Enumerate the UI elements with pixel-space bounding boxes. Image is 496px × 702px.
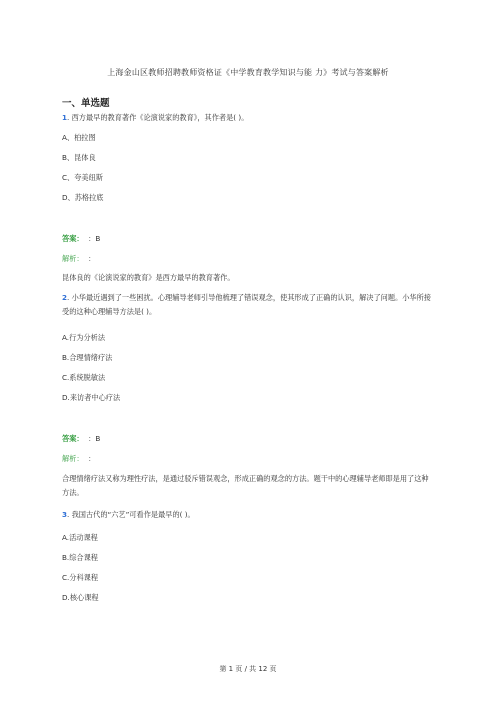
analysis-label: 解析： bbox=[62, 454, 84, 463]
analysis-row bbox=[62, 254, 95, 264]
option-c: C.系统脱敏法 bbox=[62, 373, 106, 382]
answer-value: ：B bbox=[88, 434, 101, 443]
option-d: D.核心课程 bbox=[62, 593, 99, 602]
question-number: 1 bbox=[62, 113, 68, 122]
question-number: 3 bbox=[62, 510, 68, 519]
analysis-label: 解析： bbox=[62, 254, 84, 263]
option-a: A.活动课程 bbox=[62, 533, 98, 542]
analysis-text: 合理情绪疗法又称为理性疗法，是通过驳斥错误观念，形成正确的观念的方法。题干中的心理辅导老师即是用了这种方法。 bbox=[62, 474, 429, 497]
option-c: C.分科课程 bbox=[62, 573, 99, 582]
option-b: B.综合课程 bbox=[62, 553, 98, 562]
question-2 bbox=[62, 291, 434, 318]
analysis-colon: ： bbox=[88, 254, 96, 263]
question-text: . 小华最近遇到了一些困扰。心理辅导老师引导他梳理了错误观念，使其形成了正确的认识，解决了问题。小华所接受的这种心理辅导方法是( )。 bbox=[62, 293, 431, 316]
question-3 bbox=[62, 510, 195, 520]
option-a: A.行为分析法 bbox=[62, 333, 106, 342]
section-heading: 一、单选题 bbox=[62, 98, 110, 109]
option-b: B.合理情绪疗法 bbox=[62, 353, 113, 362]
answer-label: 答案： bbox=[62, 434, 84, 443]
option-d: D.来访者中心疗法 bbox=[62, 393, 121, 402]
question-1 bbox=[62, 113, 248, 123]
option-c: C、夸美纽斯 bbox=[62, 173, 103, 182]
answer-value: ：B bbox=[88, 234, 101, 243]
option-b: B、昆体良 bbox=[62, 153, 96, 162]
answer-row bbox=[62, 434, 100, 444]
analysis-colon: ： bbox=[88, 454, 96, 463]
question-number: 2 bbox=[62, 293, 68, 302]
answer-row bbox=[62, 234, 100, 244]
option-d: D、苏格拉底 bbox=[62, 193, 104, 202]
analysis-text: 昆体良的《论演说家的教育》是西方最早的教育著作。 bbox=[62, 273, 235, 282]
analysis-row bbox=[62, 454, 95, 464]
option-a: A、柏拉图 bbox=[62, 133, 96, 142]
question-text: . 我国古代的“六艺”可看作是最早的( )。 bbox=[67, 510, 195, 519]
page-footer: 第 1 页 / 共 12 页 bbox=[219, 665, 277, 673]
question-text: . 西方最早的教育著作《论演说家的教育》，其作者是( )。 bbox=[67, 113, 249, 122]
answer-label: 答案： bbox=[62, 234, 84, 243]
document-title: 上海金山区教师招聘教师资格证《中学教育教学知识与能 力》考试与答案解析 bbox=[107, 68, 389, 77]
